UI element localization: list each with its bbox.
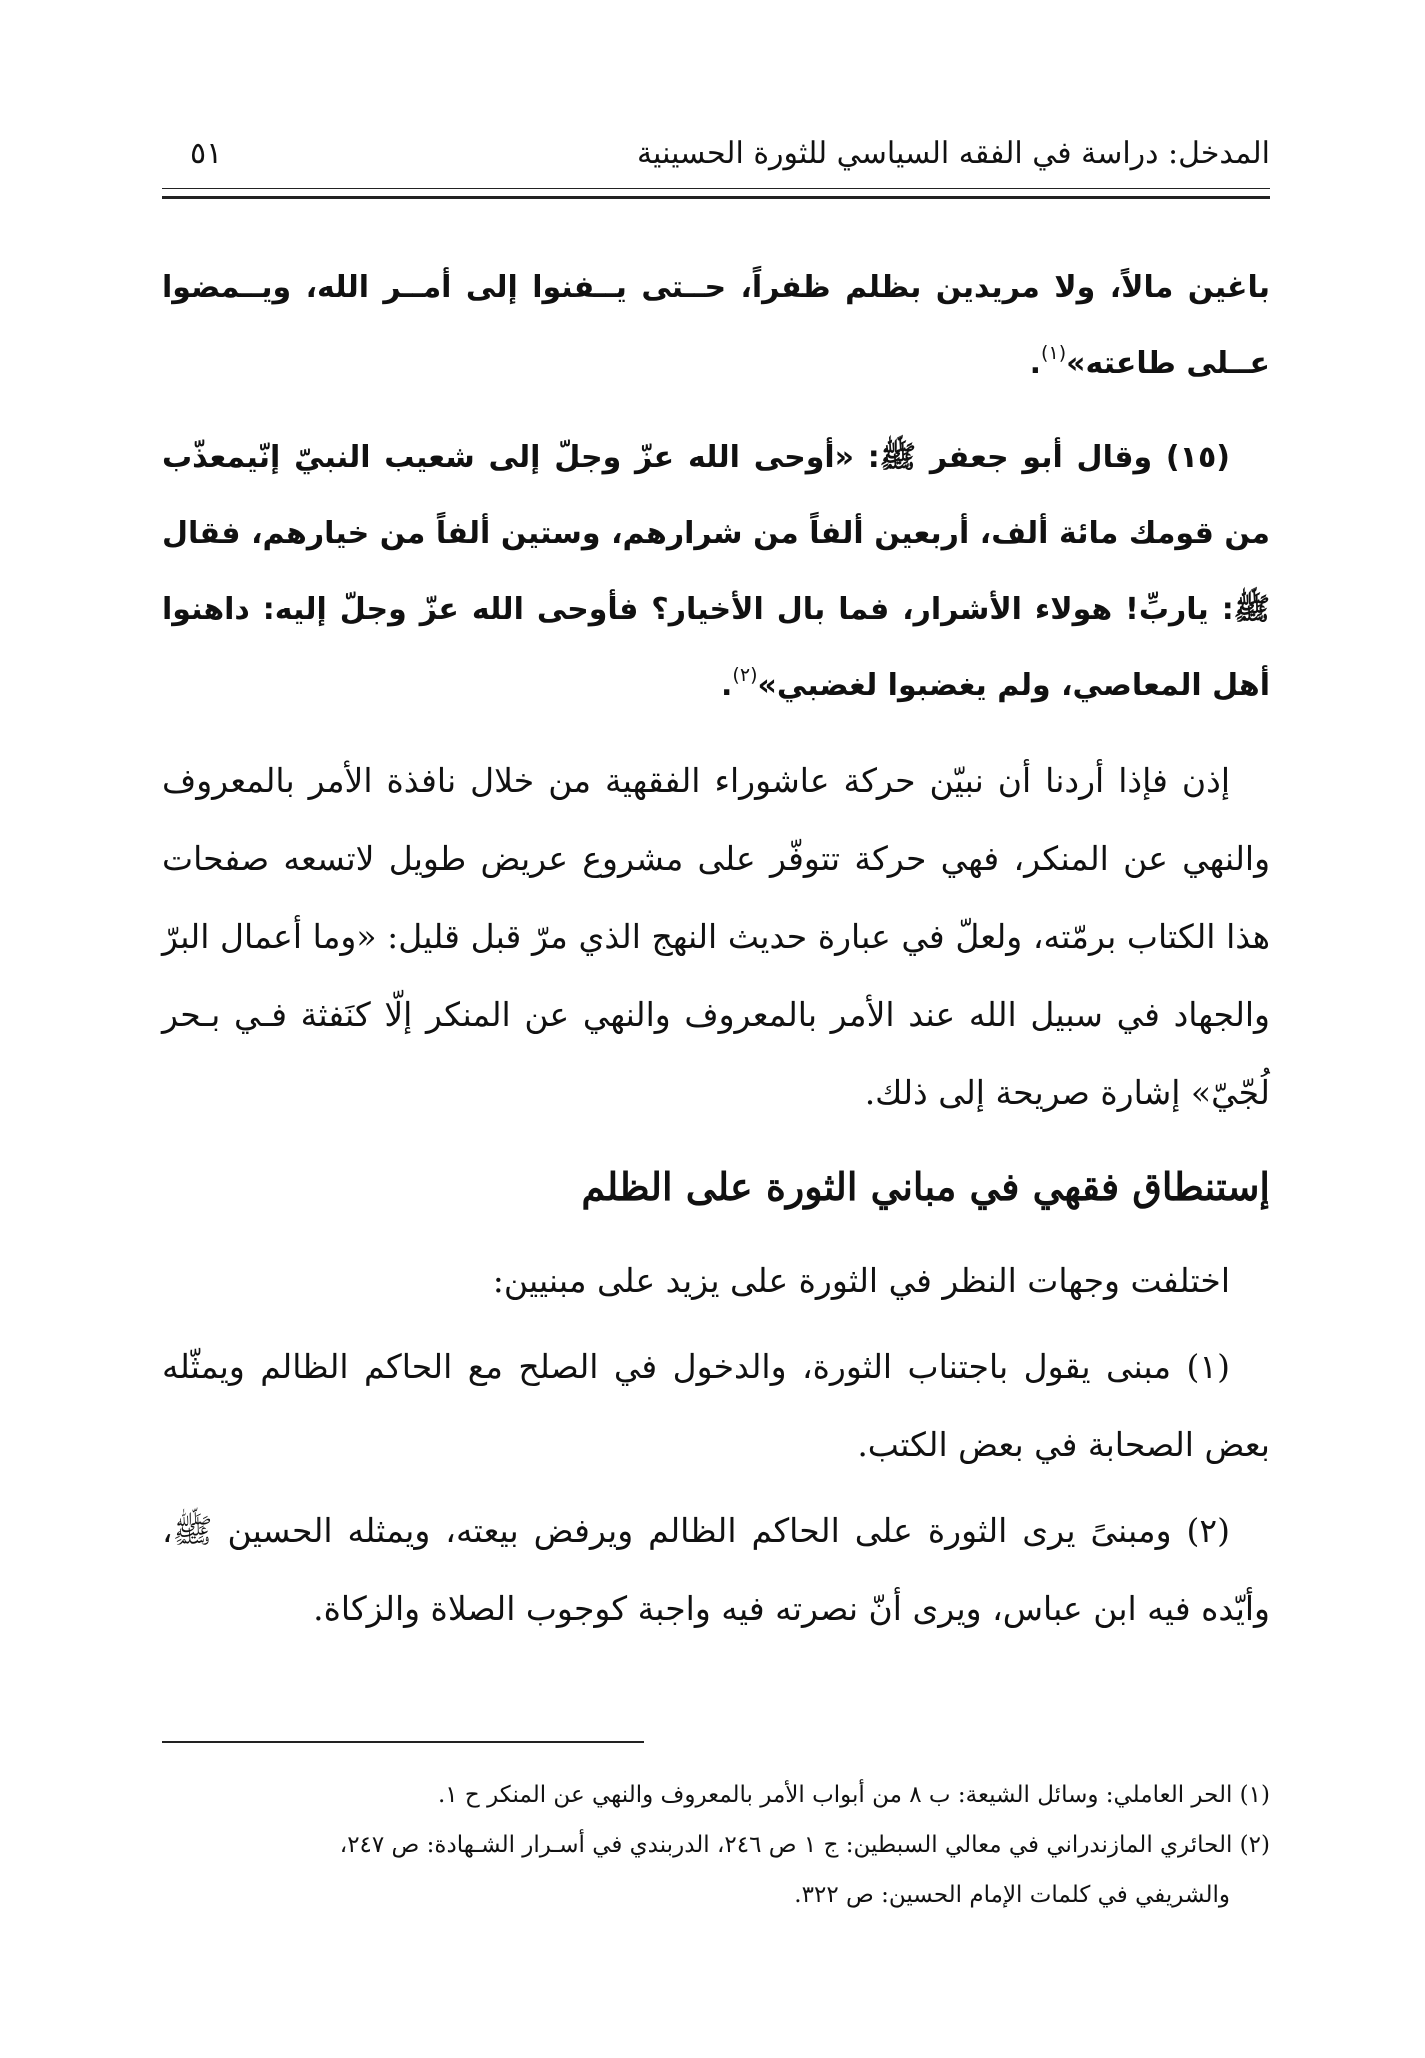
footnotes (162, 1770, 1270, 1920)
footnote-2: (٢) الحائري المازندراني في معالي السبطين: ج ١ ص ٢٤٦، الدربندي في أسـرار الشـهادة: ص ٢٤٧، (339, 1832, 1270, 1858)
footnote-ref-2[interactable]: (٢) (732, 664, 758, 686)
footnote-separator (162, 1741, 644, 1743)
main-text (162, 250, 1270, 1656)
document-page (162, 0, 1270, 2058)
header-rule-thin (162, 188, 1270, 189)
section-intro: اختلفت وجهات النظر في الثورة على يزيد على مبنيين: (492, 1261, 1230, 1300)
footnote-ref-1[interactable]: (١) (1041, 342, 1067, 364)
body-paragraph: إذن فإذا أردنا أن نبيّن حركة عاشوراء الفقهية من خلال نافذة الأمر بالمعروف والنهي عن المنكر، فهي حركة تتوفّر على مشروع عريض طويل لاتسعه صفحات هذا الكتاب برمّته، ولعلّ في عبارة حديث النهج الذي مرّ قبل قليل: «وما أعمال البرّ والجهاد في سبيل الله عند الأمر بالمعروف والنهي عن المنكر إلّا كنَفثة فـي بـحر لُجّيّ» إشارة صريحة إلى ذلك. (162, 761, 1271, 1112)
footnote-2-continuation: والشريفي في كلمات الإمام الحسين: ص ٣٢٢. (794, 1882, 1230, 1908)
running-title: المدخل: دراسة في الفقه السياسي للثورة الحسينية (636, 136, 1270, 171)
quote-paragraph-2 (162, 420, 1270, 724)
quote-paragraph-1 (162, 250, 1270, 402)
quote-text-2: (١٥) وقال أبو جعفر ﷺ: «أوحى الله عزّ وجلّ إلى شعيب النبيّ إنّيمعذّب من قومك مائة ألف، أربعين ألفاً من شرارهم، وستين ألفاً من خيارهم، فقال ﷺ: ياربِّ! هولاء الأشرار، فما بال الأخيار؟ فأوحى الله عزّ وجلّ إليه: داهنوا أهل المعاصي، ولم يغضبوا لغضبي» (162, 440, 1270, 703)
section-heading: إستنطاق فقهي في مباني الثورة على الظلم (581, 1164, 1270, 1209)
header-rule-thick (162, 196, 1270, 199)
page-header (162, 128, 1270, 188)
page-number: ٥١ (190, 136, 223, 171)
quote-end-1: . (1029, 346, 1042, 381)
list-item-2: (٢) ومبنىً يرى الثورة على الحاكم الظالم ويرفض بيعته، ويمثله الحسين ﷺ، وأيّده فيه ابن عباس، ويرى أنّ نصرته فيه واجبة كوجوب الصلاة والزكاة. (162, 1511, 1270, 1628)
quote-end-2: . (721, 668, 733, 703)
list-item-1: (١) مبنى يقول باجتناب الثورة، والدخول في الصلح مع الحاكم الظالم ويمثّله بعض الصحابة في بعض الكتب. (162, 1347, 1270, 1464)
quote-text-1: باغين مالاً، ولا مريدين بظلم ظفراً، حــتى يــفنوا إلى أمــر الله، ويــمضوا عــلى طاعته» (162, 270, 1270, 381)
footnote-1: (١) الحر العاملي: وسائل الشيعة: ب ٨ من أبواب الأمر بالمعروف والنهي عن المنكر ح ١. (437, 1782, 1270, 1808)
